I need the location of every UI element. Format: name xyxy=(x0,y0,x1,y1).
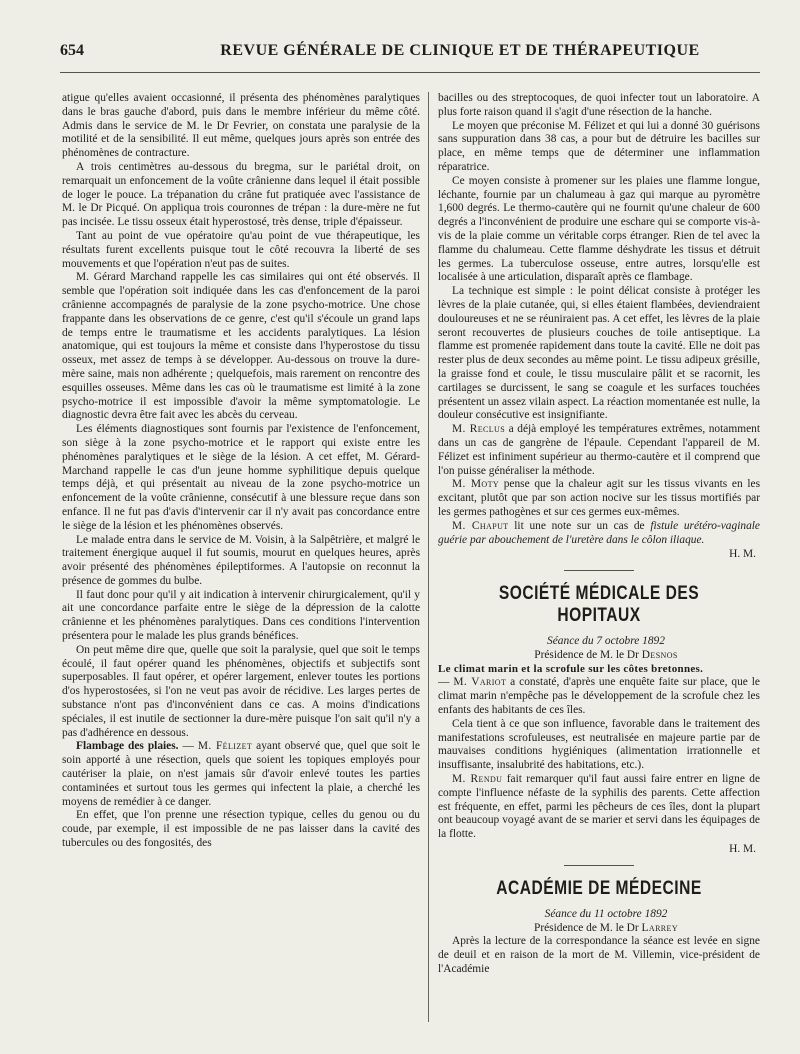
column-divider xyxy=(428,92,429,1022)
session-date: Séance du 11 octobre 1892 xyxy=(544,907,668,920)
speaker-name: M. Variot xyxy=(453,676,507,689)
topic-heading: Flambage des plaies. xyxy=(76,740,179,753)
moty-paragraph xyxy=(438,478,760,519)
paragraph: En effet, que l'on prenne une résection typique, celles du genou ou du coude, par exemple, il est impossible de ne pas laisser dans la cavité des tubercules ou des fongosités, des xyxy=(62,809,420,850)
speaker-name: M. Félizet xyxy=(197,740,253,753)
left-column xyxy=(62,92,420,1032)
flambage-paragraph xyxy=(62,740,420,809)
section-title: ACADÉMIE DE MÉDECINE xyxy=(496,877,702,899)
paragraph: Les éléments diagnostiques sont fournis par l'existence de l'enfoncement, son siège à la zone psycho-motrice et le rapport qui existe entre les phénomènes paralytiques et le siège de la lésion. A cet effet, M. Gérard-Marchand rappelle le cas d'un jeune homme syphilitique depuis quelque temps déjà, et qui présentait au niveau de la zone psycho-motrice un enfoncement de la voûte crânienne, consécutif à une blessure reçue dans son enfance. Il ne fut pas d'avis d'intervenir car il n'y avait pas concordance entre le siège de la lésion et les phénomènes observés. xyxy=(62,423,420,532)
topic-heading: Le climat marin et la scrofule sur les côtes bretonnes. xyxy=(438,662,704,675)
header-rule xyxy=(60,72,760,73)
session-date: Séance du 7 octobre 1892 xyxy=(547,635,665,648)
paragraph: bacilles ou des streptocoques, de quoi infecter tout un laboratoire. A plus forte raison quand il s'agit d'une résection de la hanche. xyxy=(438,92,760,118)
president-name: Larrey xyxy=(641,921,679,934)
paragraph-text: fait remarquer qu'il faut aussi faire entrer en ligne de compte l'influence néfaste de la syphilis des parents. Cette affection est fréquente, en effet, parmi les pêcheurs de ces îles, dont la plupart ont beaucoup voyagé avant de se marier et servi dans les équipages de la flotte. xyxy=(438,773,760,841)
dash: — xyxy=(178,740,198,753)
reclus-paragraph xyxy=(438,423,760,478)
paragraph: On peut même dire que, quelle que soit la paralysie, quel que soit le temps écoulé, il faut opérer quand les phénomènes, objectifs et subjectifs sont superposables. Il faut opérer, et opérer largement, enlever toutes les portions d'os hyperostosées, si l'on ne veut pas avoir de récidive. Les larges pertes de substance n'ont pas d'inconvénient dans ce cas. A moins d'indications spéciales, il est inutile de sectionner la dure-mère puisque l'on sait qu'il n'y a pas d'adhérence en dessous. xyxy=(62,643,420,739)
president-name: Desnos xyxy=(641,648,678,661)
section-rule xyxy=(564,865,634,866)
paragraph: La technique est simple : le point délicat consiste à protéger les lèvres de la plaie cutanée, qui, si elles étaient flambées, deviendraient douloureuses et ne se réuniraient pas. A cet effet, les lèvres de la plaie seront recouvertes de plusieurs couches de toile antiseptique. La flamme est promenée rapidement dans toute la cavité. Elle ne doit pas rester plus de deux secondes au même point. Le tissu adipeux grésille, la graisse fond et coule, le tissu musculaire pâlit et se racornit, les cartilages se durcissent, le sang se coagule et les surfaces touchées présentent un assez vilain aspect. La réaction momentanée est nulle, la douleur consécutive est insignifiante. xyxy=(438,285,760,422)
paragraph: Tant au point de vue opératoire qu'au point de vue thérapeutique, les résultats furent excellents puisque tout le côté recouvra la liberté de ses mouvements et que l'opération n'eut pas de suites. xyxy=(62,229,420,270)
paragraph: Après la lecture de la correspondance la séance est levée en signe de deuil et en raison de la mort de M. Villemin, vice-président de l'Académie xyxy=(438,935,760,976)
running-title: REVUE GÉNÉRALE DE CLINIQUE ET DE THÉRAPEUTIQUE xyxy=(220,42,700,59)
page-number: 654 xyxy=(60,42,84,59)
speaker-name: M. Moty xyxy=(452,478,500,491)
signature: H. M. xyxy=(729,843,756,856)
section-title: SOCIÉTÉ MÉDICALE DES HOPITAUX xyxy=(498,583,700,627)
right-column xyxy=(438,92,760,1032)
paragraph: atigue qu'elles avaient occasionné, il présenta des phénomènes paralytiques dans le bras gauche d'abord, puis dans le membre inférieur du même côté. Admis dans le service de M. le Dr Fevrier, on constata une paralysie de la motilité et de la sensibilité. Il eut même, quelques jours après son entrée des phénomènes de contracture. xyxy=(62,92,420,160)
rendu-paragraph xyxy=(438,773,760,842)
chaput-paragraph xyxy=(438,520,760,548)
page-header xyxy=(60,40,760,66)
speaker-name: M. Chaput xyxy=(452,519,509,532)
speaker-name: M. Reclus xyxy=(452,423,506,436)
paragraph: Cela tient à ce que son influence, favorable dans le traitement des manifestations scrofuleuses, est neutralisée en majeure partie par de mauvaises conditions hygiéniques (alimentation irrationnelle et insuffisante, insalubrité des habitations, etc.). xyxy=(438,717,760,772)
paragraph-text: lit une note sur un cas de xyxy=(508,519,651,532)
session-presidency: Présidence de M. le Dr Desnos xyxy=(534,648,678,661)
paragraph-text: ayant observé que, quel que soit le soin apporté à une résection, quels que soient les topiques employés pour cautériser la plaie, on n'est jamais sûr d'avoir enlevé toutes les parties contaminées et surtout tous les germes qui infectent la plaie, a cherché les moyens de remédier à ce danger. xyxy=(62,740,420,808)
note-title: fistule urétéro-vaginale guérie par abouchement de l'uretère dans le côlon iliaque. xyxy=(438,519,760,546)
variot-paragraph: — M. Variot a constaté, d'après une enquête faite sur place, que le climat marin n'empêche pas le développement de la scrofule chez les enfants des habitants de ces îles. xyxy=(438,676,760,717)
paragraph: Le malade entra dans le service de M. Voisin, à la Salpêtrière, et malgré le traitement énergique auquel il fut soumis, mourut en quelques heures, après avoir présenté des phénomènes épileptiformes. A l'autopsie on reconnut la présence de gommes du bulbe. xyxy=(62,533,420,587)
paragraph-text: a déjà employé les températures extrêmes, notamment dans un cas de gangrène de l'épaule. Cependant l'appareil de M. Félizet est infiniment supérieur au thermo-cautère et il comprend que l'on puisse généraliser la méthode. xyxy=(438,423,760,477)
signature: H. M. xyxy=(729,548,756,561)
speaker-name: M. Rendu xyxy=(452,773,503,786)
paragraph-text: a constaté, d'après une enquête faite sur place, que le climat marin n'empêche pas le développement de la scrofule chez les enfants des habitants de ces îles. xyxy=(438,676,760,717)
section-rule xyxy=(564,570,634,571)
session-presidency: Présidence de M. le Dr Larrey xyxy=(533,921,679,934)
paragraph: Le moyen que préconise M. Félizet et qui lui a donné 30 guérisons sans suppuration dans 38 cas, a pour but de détruire les bacilles sur place, en même temps que de déterminer une inflammation réparatrice. xyxy=(438,119,760,173)
paragraph: A trois centimètres au-dessous du bregma, sur le pariétal droit, on remarquait un enfoncement de la voûte crânienne dans lequel il était possible de loger le pouce. La trépanation du crâne fut pratiquée avec l'assistance de M. le Dr Picqué. On appliqua trois couronnes de trépan : la dure-mère ne fut pas incisée. Le tissu osseux était hyperostosé, très dense, triple d'épaisseur. xyxy=(62,160,420,229)
paragraph-text: pense que la chaleur agit sur les tissus vivants en les excitant, plutôt que par son action nocive sur les tissus mortifiés par les germes pathogènes et sur ces germes eux-mêmes. xyxy=(438,478,760,518)
paragraph: Ce moyen consiste à promener sur les plaies une flamme longue, léchante, fournie par un chalumeau à gaz qui marque au pyromètre 1,600 degrés. Le thermo-cautère qui ne fournit qu'une chaleur de 600 degrés a l'inconvénient de produire une eschare qui se comporte vis-à-vis de la plaie comme un véritable corps étranger. Rien de tel avec la flamme du chalumeau. Cette flamme déshydrate les tissus et détruit les germes. La tuberculose osseuse, entre autres, lorsqu'elle est localisée à une articulation, disparaît après ce flambage. xyxy=(438,174,760,284)
paragraph: Il faut donc pour qu'il y ait indication à intervenir chirurgicalement, qu'il y ait une concordance parfaite entre le siège de la dépression de la calotte crânienne et les phénomènes paralytiques. Dans ces conditions l'intervention présentera pour le malade les plus grands bénéfices. xyxy=(62,588,420,643)
paragraph: M. Gérard Marchand rappelle les cas similaires qui ont été observés. Il semble que l'opération soit indiquée dans les cas d'enfoncement de la paroi crânienne accompagnés de paralysie de la zone psycho-motrice. Une chose frappante dans les observations de ce genre, c'est qu'il s'écoule un grand laps de temps entre le traumatisme et les accidents paralytiques. La lésion anatomique, qui est toujours la même et consiste dans l'hyperostose du tissu osseux, met assez de temps à se développer. Au-dessous on trouve la dure-mère saine, mais non adhérente ; quelquefois, mais rarement on rencontre des esquilles osseuses. Même dans les cas où le traumatisme est limité à la zone psycho-motrice il est impossible d'avoir la même symptomatologie. Le diagnostic devra être fait avec les abcès du cerveau. xyxy=(62,271,420,422)
